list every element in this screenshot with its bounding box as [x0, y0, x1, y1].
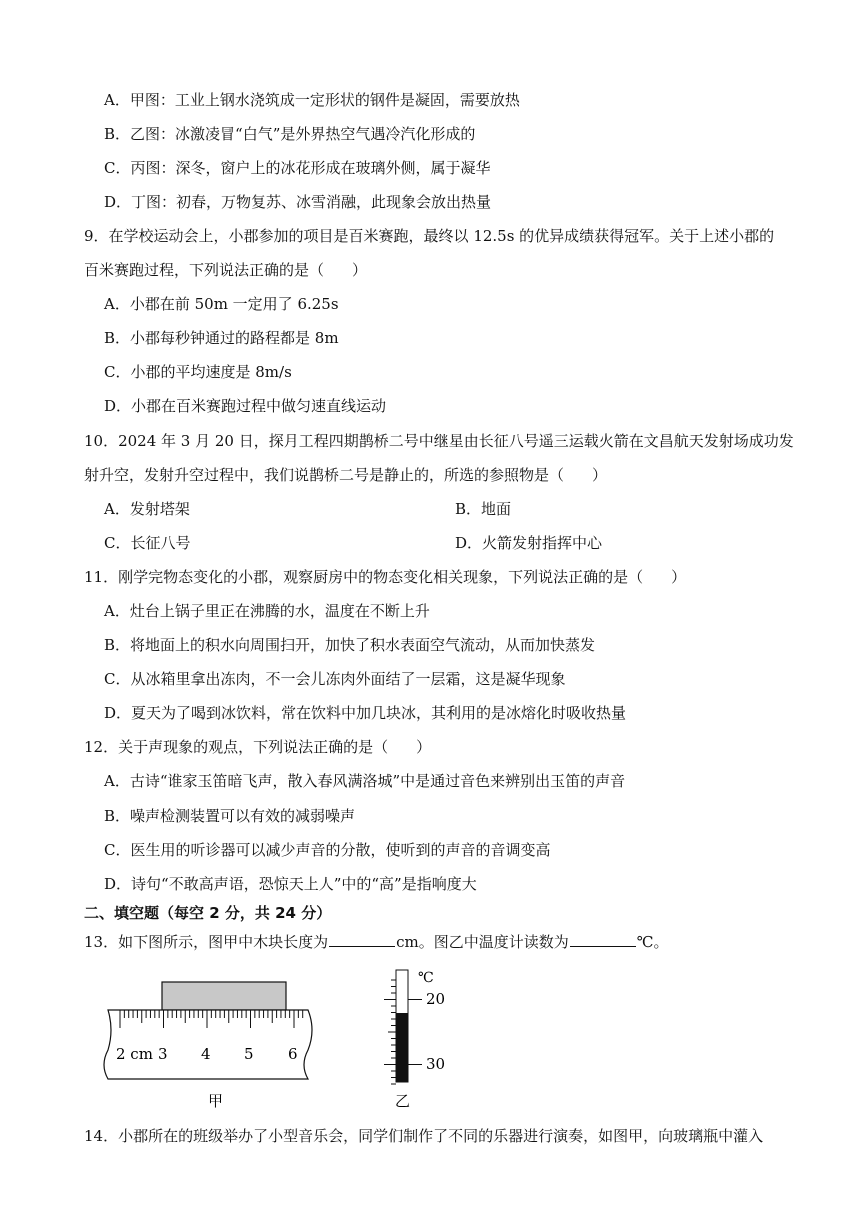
q10-stem-line2 — [84, 465, 607, 485]
q12-option-b: B．噪声检测装置可以有效的减弱噪声 — [104, 807, 356, 825]
thermometer-unit: ℃ — [418, 970, 434, 986]
q9-option-d: D．小郡在百米赛跑过程中做匀速直线运动 — [104, 397, 387, 415]
q12-option-a: A．古诗“谁家玉笛暗飞声，散入春风满洛城”中是通过音色来辨别出玉笛的声音 — [104, 772, 626, 790]
q9-option-c: C．小郡的平均速度是 8m/s — [104, 363, 292, 381]
q8-option-d: D．丁图：初春，万物复苏、冰雪消融，此现象会放出热量 — [104, 193, 492, 211]
q13-stem — [84, 932, 669, 952]
ruler-label-6: 6 — [288, 1045, 298, 1063]
wood-block — [162, 982, 286, 1010]
thermometer-figure — [384, 970, 445, 1110]
answer-blank-temperature — [570, 932, 636, 947]
ruler-label-2cm: 2 cm — [116, 1045, 153, 1063]
q13-stem-part1: 13．如下图所示，图甲中木块长度为 — [84, 933, 329, 951]
q11-option-b: B．将地面上的积水向周围扫开，加快了积水表面空气流动，从而加快蒸发 — [104, 636, 596, 654]
q9-stem-line2-close: ） — [352, 261, 368, 279]
q10-stem-line2-close: ） — [592, 466, 608, 484]
q12-stem — [84, 737, 431, 757]
thermometer-liquid — [396, 1013, 408, 1082]
q9-option-a: A．小郡在前 50m 一定用了 6.25s — [104, 295, 339, 313]
q14-stem-line1: 14．小郡所在的班级举办了小型音乐会，同学们制作了不同的乐器进行演奏，如图甲，向玻璃瓶中灌入 — [84, 1127, 764, 1145]
q11-stem-text: 11．刚学完物态变化的小郡，观察厨房中的物态变化相关现象，下列说法正确的是（ — [84, 568, 644, 586]
ruler-caption: 甲 — [208, 1092, 224, 1110]
q11-stem-close: ） — [671, 568, 687, 586]
q10-stem-line1: 10．2024 年 3 月 20 日，探月工程四期鹊桥二号中继星由长征八号遥三运载火箭在文昌航天发射场成功发 — [84, 432, 794, 450]
q11-stem — [84, 567, 686, 587]
q9-stem-line2-text: 百米赛跑过程，下列说法正确的是（ — [84, 261, 325, 279]
q12-option-c: C．医生用的听诊器可以减少声音的分散，使听到的声音的音调变高 — [104, 841, 551, 859]
q9-option-b: B．小郡每秒钟通过的路程都是 8m — [104, 329, 339, 347]
section-heading: 二、填空题（每空 2 分，共 24 分） — [84, 904, 332, 922]
ruler-label-4: 4 — [201, 1045, 211, 1063]
q9-stem-line1: 9．在学校运动会上，小郡参加的项目是百米赛跑，最终以 12.5s 的优异成绩获得冠军。关于上述小郡的 — [84, 227, 775, 245]
q13-stem-part2: cm。图乙中温度计读数为 — [396, 933, 569, 951]
ruler-label-5: 5 — [244, 1045, 254, 1063]
answer-blank-length — [329, 932, 395, 947]
q11-option-d: D．夏天为了喝到冰饮料，常在饮料中加几块冰，其利用的是冰熔化时吸收热量 — [104, 704, 627, 722]
ruler-figure — [104, 982, 312, 1110]
q8-option-c: C．丙图：深冬，窗户上的冰花形成在玻璃外侧，属于凝华 — [104, 159, 491, 177]
q11-option-a: A．灶台上锅子里正在沸腾的水，温度在不断上升 — [104, 602, 430, 620]
q8-option-b: B．乙图：冰激凌冒“白气”是外界热空气遇冷汽化形成的 — [104, 125, 476, 143]
q12-option-d: D．诗句“不敢高声语，恐惊天上人”中的“高”是指响度大 — [104, 875, 477, 893]
q10-stem-line2-text: 射升空，发射升空过程中，我们说鹊桥二号是静止的，所选的参照物是（ — [84, 466, 565, 484]
q8-option-a: A．甲图：工业上钢水浇筑成一定形状的钢件是凝固，需要放热 — [104, 91, 520, 109]
q10-option-b: B．地面 — [455, 500, 512, 518]
q12-stem-close: ） — [416, 738, 432, 756]
thermometer-label-30: 30 — [426, 1055, 446, 1073]
q10-option-d: D．火箭发射指挥中心 — [455, 534, 603, 552]
q12-stem-text: 12．关于声现象的观点，下列说法正确的是（ — [84, 738, 389, 756]
q11-option-c: C．从冰箱里拿出冻肉，不一会儿冻肉外面结了一层霜，这是凝华现象 — [104, 670, 566, 688]
q10-option-c: C．长征八号 — [104, 534, 191, 552]
q13-stem-part3: ℃。 — [636, 933, 669, 951]
q9-stem-line2 — [84, 260, 367, 280]
thermometer-label-20: 20 — [426, 990, 446, 1008]
ruler-label-3: 3 — [158, 1045, 168, 1063]
thermometer-caption: 乙 — [395, 1092, 411, 1110]
q13-figures — [100, 960, 460, 1120]
q10-option-a: A．发射塔架 — [104, 500, 190, 518]
